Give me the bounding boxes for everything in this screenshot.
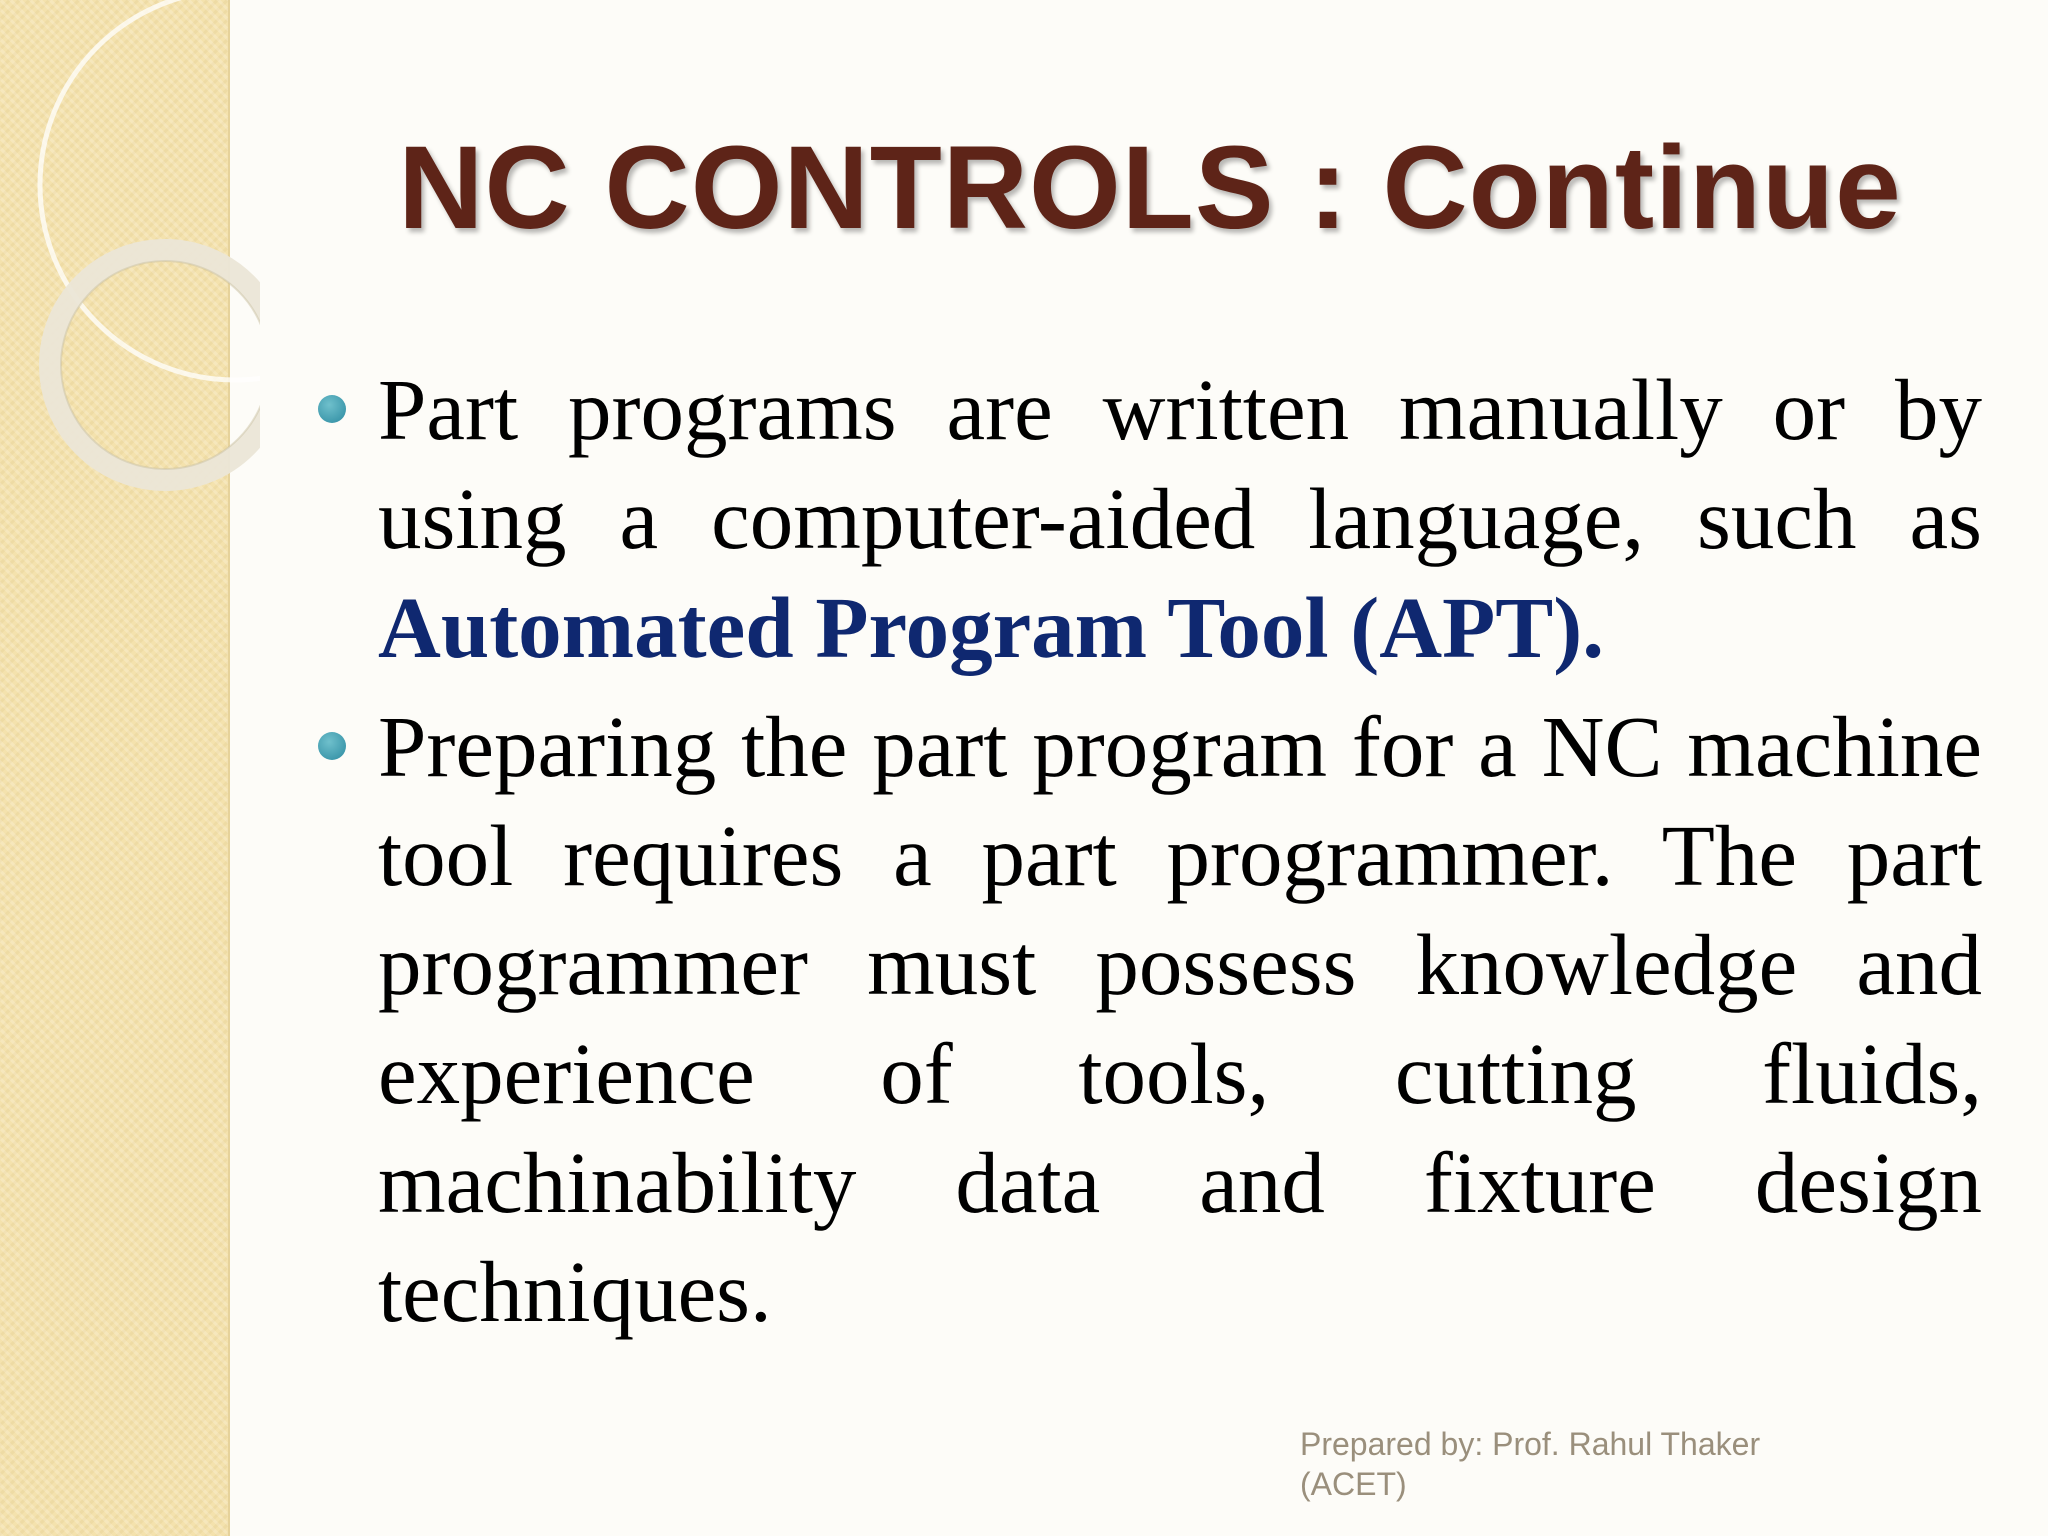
- bullet-text: Preparing the part program for a NC machine tool requires a part programmer. The part programmer must possess knowledge and experience of tools, cutting fluids, machinability data and fixture design techniques.: [378, 698, 1982, 1340]
- bullet-item-1: [378, 355, 1982, 682]
- bullet-text: Part programs are written manually or by using a computer-aided language, such as: [378, 361, 1982, 567]
- bullet-item-2: [378, 692, 1982, 1346]
- bullet-dot-icon: [318, 732, 346, 760]
- bullet-list: [378, 355, 1982, 1346]
- bullet-highlight: Automated Program Tool (APT).: [378, 579, 1604, 676]
- footer-credit: [1300, 1424, 1860, 1504]
- large-ring: [40, 0, 260, 380]
- bullet-dot-icon: [318, 395, 346, 423]
- decorative-rings-icon: [0, 0, 260, 520]
- slide-title: NC CONTROLS : Continue: [398, 122, 1902, 254]
- footer-line-2: (ACET): [1300, 1466, 1407, 1502]
- footer-line-1: Prepared by: Prof. Rahul Thaker: [1300, 1426, 1761, 1462]
